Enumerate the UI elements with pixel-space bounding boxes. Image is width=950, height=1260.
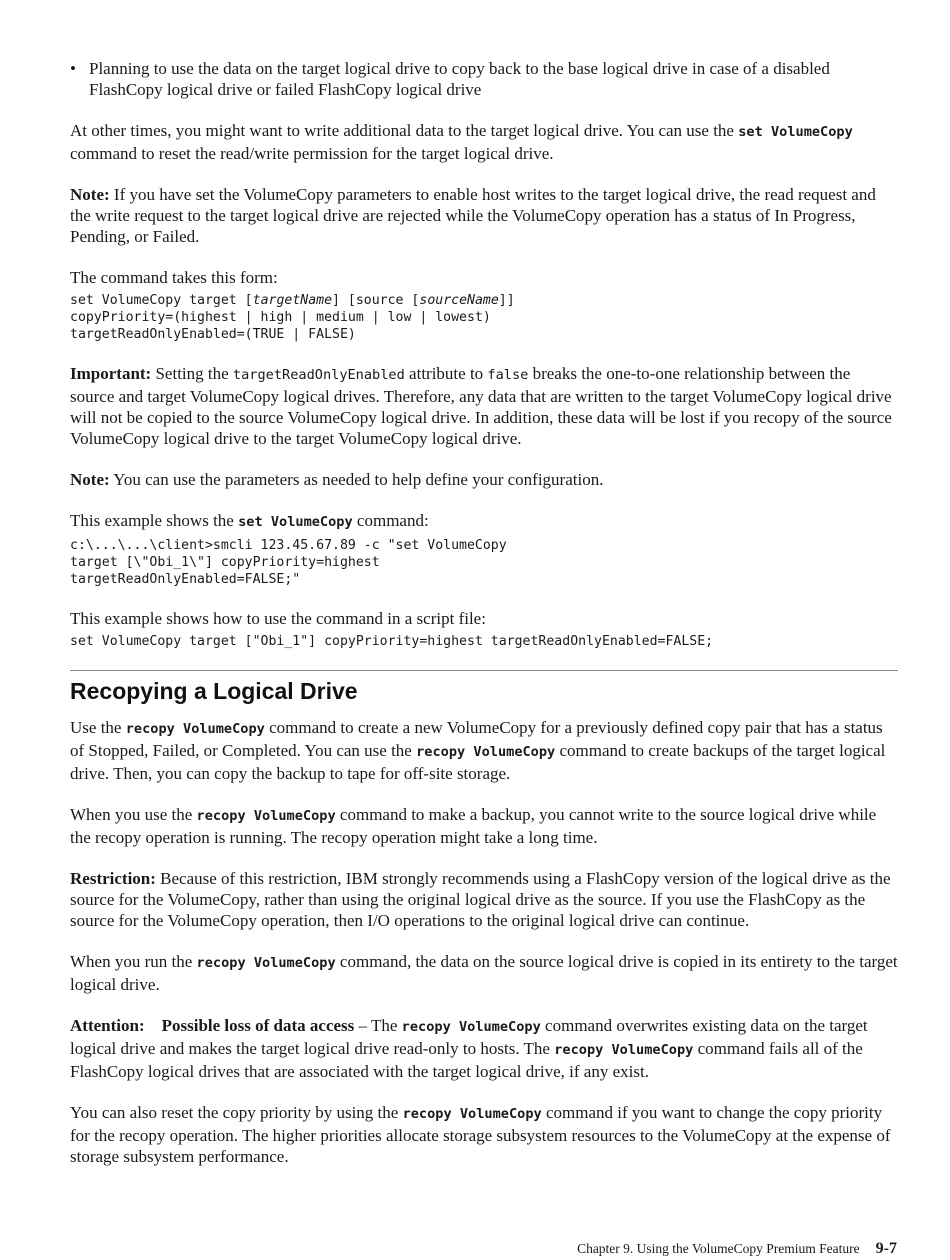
code-text: ] [source [ — [332, 293, 420, 308]
inline-code: false — [487, 367, 529, 383]
document-page — [70, 58, 898, 1187]
text-run: You can also reset the copy priority by using the — [70, 1103, 403, 1122]
bullet-icon: • — [70, 59, 76, 78]
code-line: target [\"Obi_1\"] copyPriority=highest — [70, 555, 380, 570]
inline-code: recopy VolumeCopy — [401, 1019, 541, 1035]
code-line: c:\...\...\client>smcli 123.45.67.89 -c "set VolumeCopy — [70, 538, 507, 553]
note-text: You can use the parameters as needed to help define your configuration. — [109, 470, 604, 489]
text-run: command to make a backup, you cannot write to the source logical drive while the recopy operation is running. The recopy operation might take a long time. — [70, 805, 877, 847]
inline-code: recopy VolumeCopy — [554, 1042, 694, 1058]
inline-code: set VolumeCopy — [738, 124, 853, 140]
paragraph-run-recopy — [70, 951, 898, 995]
code-line: targetReadOnlyEnabled=(TRUE | FALSE) — [70, 327, 356, 342]
paragraph-backup — [70, 804, 898, 848]
page-footer — [577, 1240, 897, 1258]
page-number: 9-7 — [875, 1240, 897, 1257]
script-example-intro: This example shows how to use the command in a script file: — [70, 609, 486, 628]
code-line: copyPriority=(highest | high | medium | low | lowest) — [70, 310, 491, 325]
attention-note — [70, 1015, 898, 1082]
text-run: command to create backups of the target logical drive. Then, you can copy the backup to tape for off-site storage. — [70, 741, 886, 783]
text-run: command to create a new VolumeCopy for a previously defined copy pair that has a status of Stopped, Failed, or Completed. You can use the — [70, 718, 883, 760]
note-host-writes — [70, 184, 898, 247]
paragraph-write-permission — [70, 120, 898, 164]
restriction-label: Restriction: — [70, 869, 156, 888]
footer-chapter: Chapter 9. Using the VolumeCopy Premium Feature — [577, 1241, 860, 1256]
note-text: If you have set the VolumeCopy parameters to enable host writes to the target logical drive, the read request and the write request to the target logical drive are rejected while the VolumeCopy operation has a status of In Progress, Pending, or Failed. — [70, 185, 876, 246]
example-intro — [70, 510, 898, 533]
list-item — [70, 58, 898, 100]
syntax-intro: The command takes this form: — [70, 268, 278, 287]
section-divider — [70, 670, 898, 671]
important-label: Important: — [70, 364, 152, 383]
important-note — [70, 363, 898, 449]
inline-code: recopy VolumeCopy — [125, 721, 265, 737]
paragraph-recopy-usage — [70, 717, 898, 784]
code-text: ]] — [498, 293, 515, 308]
note-label: Note: — [70, 470, 110, 489]
text-run: attribute to — [404, 364, 488, 383]
text-run: When you use the — [70, 805, 197, 824]
text-run: command: — [352, 511, 429, 530]
text-run: When you run the — [70, 952, 197, 971]
code-placeholder: sourceName — [419, 293, 499, 308]
paragraph-reset-priority — [70, 1102, 898, 1167]
text-run: – The — [354, 1016, 402, 1035]
script-code-block — [70, 633, 898, 650]
inline-code: recopy VolumeCopy — [416, 744, 556, 760]
inline-code: targetReadOnlyEnabled — [232, 367, 405, 383]
example-code-block — [70, 537, 898, 588]
text-run: breaks the one-to-one relationship between the source and target VolumeCopy logical drives. Therefore, any data that are written to the target VolumeCopy logical drive will not be copied to the source VolumeCopy logical drive. In addition, these data will be lost if you recopy of the source VolumeCopy logical drive to the target VolumeCopy logical drive. — [70, 364, 892, 448]
section-heading: Recopying a Logical Drive — [70, 678, 358, 704]
note-parameters — [70, 469, 898, 490]
text-run: This example shows the — [70, 511, 239, 530]
attention-heading: Possible loss of data access — [161, 1016, 355, 1035]
text-run: Use the — [70, 718, 126, 737]
inline-code: set VolumeCopy — [238, 514, 353, 530]
code-line: set VolumeCopy target ["Obi_1"] copyPriority=highest targetReadOnlyEnabled=FALSE; — [70, 634, 714, 649]
text-run: command to reset the read/write permission for the target logical drive. — [70, 144, 554, 163]
code-text: set VolumeCopy target [ — [70, 293, 253, 308]
text-run: Setting the — [151, 364, 233, 383]
text-run: command overwrites existing data on the target logical drive and makes the target logical drive read-only to hosts. The — [70, 1016, 868, 1058]
text-run: command, the data on the source logical drive is copied in its entirety to the target logical drive. — [70, 952, 898, 994]
syntax-block — [70, 292, 898, 343]
restriction-text: Because of this restriction, IBM strongly recommends using a FlashCopy version of the logical drive as the source for the VolumeCopy, rather than using the original logical drive as the source. If you use the FlashCopy as the source for the VolumeCopy operation, then I/O operations to the original logical drive can continue. — [70, 869, 891, 930]
inline-code: recopy VolumeCopy — [402, 1106, 542, 1122]
text-run: command fails all of the FlashCopy logical drives that are associated with the target logical drive, if any exist. — [70, 1039, 863, 1081]
inline-code: recopy VolumeCopy — [196, 955, 336, 971]
text-run: At other times, you might want to write additional data to the target logical drive. You can use the — [70, 121, 739, 140]
code-placeholder: targetName — [252, 293, 333, 308]
restriction-note — [70, 868, 898, 931]
bullet-text: Planning to use the data on the target logical drive to copy back to the base logical drive in case of a disabled FlashCopy logical drive or failed FlashCopy logical drive — [89, 59, 830, 99]
code-line: targetReadOnlyEnabled=FALSE;" — [70, 572, 301, 587]
note-label: Note: — [70, 185, 110, 204]
inline-code: recopy VolumeCopy — [196, 808, 336, 824]
attention-label: Attention: — [70, 1016, 145, 1035]
text-run: command if you want to change the copy priority for the recopy operation. The higher priorities allocate storage subsystem resources to the VolumeCopy at the expense of storage subsystem performance. — [70, 1103, 891, 1166]
